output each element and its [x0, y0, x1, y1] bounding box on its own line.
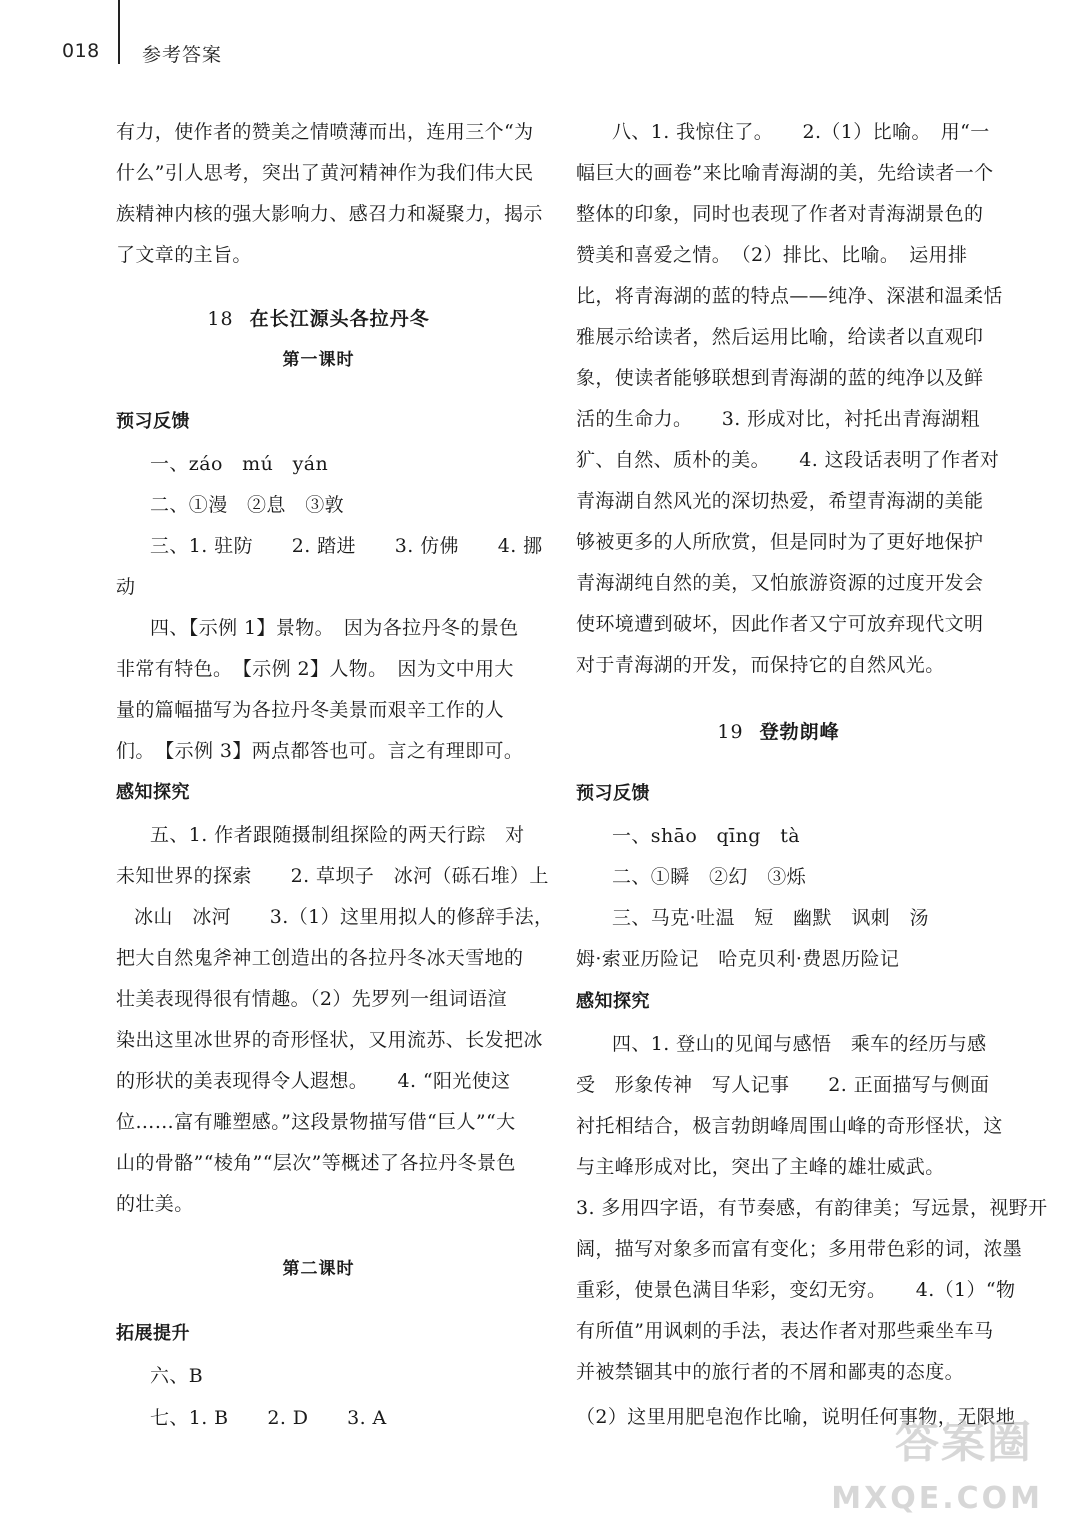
text-line: 整体的印象，同时也表现了作者对青海湖景色的 — [576, 203, 984, 225]
lesson-title: 第一课时 — [282, 350, 355, 370]
text-line: （2）这里用肥皂泡作比喻，说明任何事物，无限地 — [576, 1406, 1016, 1428]
page-number: 018 — [62, 40, 100, 62]
text-line: 活的生命力。 3. 形成对比，衬托出青海湖粗 — [576, 408, 980, 430]
text-line: 染出这里冰世界的奇形怪状，又用流苏、长发把冰 — [116, 1029, 543, 1051]
text-line: 一、záo mú yán — [150, 453, 329, 475]
text-line: 二、①漫 ②息 ③敦 — [150, 494, 345, 516]
text-line: 们。 【示例 3】两点都答也可。言之有理即可。 — [116, 740, 524, 762]
watermark-url: MXQE.COM — [831, 1481, 1043, 1516]
section-heading: 预习反馈 — [576, 783, 650, 804]
text-line: 一、shāo qīng tà — [612, 825, 800, 847]
text-line: 七、1. B 2. D 3. A — [150, 1407, 387, 1429]
text-line: 四、【示例 1】景物。 因为各拉丹冬的景色 — [150, 617, 519, 639]
text-line: 三、马克·吐温 短 幽默 讽刺 汤 — [612, 907, 929, 929]
text-line: 四、1. 登山的见闻与感悟 乘车的经历与感 — [612, 1033, 987, 1055]
text-line: 了文章的主旨。 — [116, 244, 252, 266]
text-line: 象，使读者能够联想到青海湖的蓝的纯净以及鲜 — [576, 367, 984, 389]
watermark-logo — [831, 1406, 1043, 1516]
text-line: 量的篇幅描写为各拉丹冬美景而艰辛工作的人 — [116, 699, 505, 721]
text-line: 够被更多的人所欣赏，但是同时为了更好地保护 — [576, 531, 984, 553]
text-line: 衬托相结合，极言勃朗峰周围山峰的奇形怪状，这 — [576, 1115, 1003, 1137]
text-line: 比，将青海湖的蓝的特点——纯净、深湛和温柔恬 — [576, 285, 1003, 307]
text-line: 阔，描写对象多而富有变化；多用带色彩的词，浓墨 — [576, 1238, 1023, 1260]
text-line: 有所值”用讽刺的手法，表达作者对那些乘坐车马 — [576, 1320, 994, 1342]
text-line: 未知世界的探索 2. 草坝子 冰河（砾石堆）上 — [116, 865, 549, 887]
chapter-number: 19 — [717, 721, 744, 743]
chapter-number: 18 — [207, 308, 234, 330]
section-heading: 拓展提升 — [116, 1323, 190, 1344]
text-line: 山的骨骼”“棱角”“层次”等概述了各拉丹冬景色 — [116, 1152, 516, 1174]
text-line: 与主峰形成对比，突出了主峰的雄壮威武。 — [576, 1156, 945, 1178]
text-line: 的壮美。 — [116, 1193, 194, 1215]
text-line: 雅展示给读者，然后运用比喻，给读者以直观印 — [576, 326, 984, 348]
text-line: 族精神内核的强大影响力、感召力和凝聚力，揭示 — [116, 203, 543, 225]
lesson-title: 第二课时 — [282, 1259, 355, 1279]
text-line: 幅巨大的画卷”来比喻青海湖的美，先给读者一个 — [576, 162, 994, 184]
text-line: 三、1. 驻防 2. 踏进 3. 仿佛 4. 挪 — [150, 535, 543, 557]
text-line: 动 — [116, 576, 136, 598]
text-line: 八、1. 我惊住了。 2.（1）比喻。 用“一 — [612, 121, 990, 143]
text-line: 姆·索亚历险记 哈克贝利·费恩历险记 — [576, 948, 900, 970]
text-line: 青海湖纯自然的美，又怕旅游资源的过度开发会 — [576, 572, 984, 594]
chapter-name: 在长江源头各拉丹冬 — [249, 308, 430, 330]
text-line: 受 形象传神 写人记事 2. 正面描写与侧面 — [576, 1074, 990, 1096]
text-line: 五、1. 作者跟随摄制组探险的两天行踪 对 — [150, 824, 525, 846]
text-line: 重彩，使景色满目华彩，变幻无穷。 4.（1）“物 — [576, 1279, 1016, 1301]
header-title: 参考答案 — [142, 44, 223, 66]
text-line: 非常有特色。 【示例 2】人物。 因为文中用大 — [116, 658, 514, 680]
text-line: 冰山 冰河 3.（1）这里用拟人的修辞手法， — [134, 906, 554, 928]
text-line: 六、B — [150, 1365, 204, 1387]
text-line: 3. 多用四字语，有节奏感，有韵律美；写远景，视野开 — [576, 1197, 1048, 1219]
chapter-title — [116, 307, 521, 331]
text-line: 的形状的美表现得令人遐想。 4. “阳光使这 — [116, 1070, 511, 1092]
text-line: 对于青海湖的开发，而保持它的自然风光。 — [576, 654, 945, 676]
watermark-text: 答案圈 — [895, 1417, 1033, 1468]
text-line: 并被禁锢其中的旅行者的不屑和鄙夷的态度。 — [576, 1361, 965, 1383]
section-heading: 预习反馈 — [116, 411, 190, 432]
text-line: 赞美和喜爱之情。 （2）排比、比喻。 运用排 — [576, 244, 968, 266]
text-line: 什么”引人思考，突出了黄河精神作为我们伟大民 — [116, 162, 534, 184]
text-line: 壮美表现得很有情趣。（2）先罗列一组词语渲 — [116, 988, 507, 1010]
text-line: 位……富有雕塑感。”这段景物描写借“巨人”“大 — [116, 1111, 516, 1133]
text-line: 青海湖自然风光的深切热爱，希望青海湖的美能 — [576, 490, 984, 512]
page-header — [0, 0, 1073, 100]
chapter-title — [576, 720, 981, 744]
text-line: 二、①瞬 ②幻 ③烁 — [612, 866, 807, 888]
section-heading: 感知探究 — [116, 782, 190, 803]
text-line: 犷、自然、质朴的美。 4. 这段话表明了作者对 — [576, 449, 1000, 471]
text-line: 有力，使作者的赞美之情喷薄而出，连用三个“为 — [116, 121, 534, 143]
header-divider — [118, 0, 120, 64]
chapter-name: 登勃朗峰 — [759, 721, 840, 743]
text-line: 使环境遭到破坏，因此作者又宁可放弃现代文明 — [576, 613, 984, 635]
text-line: 把大自然鬼斧神工创造出的各拉丹冬冰天雪地的 — [116, 947, 524, 969]
section-heading: 感知探究 — [576, 991, 650, 1012]
